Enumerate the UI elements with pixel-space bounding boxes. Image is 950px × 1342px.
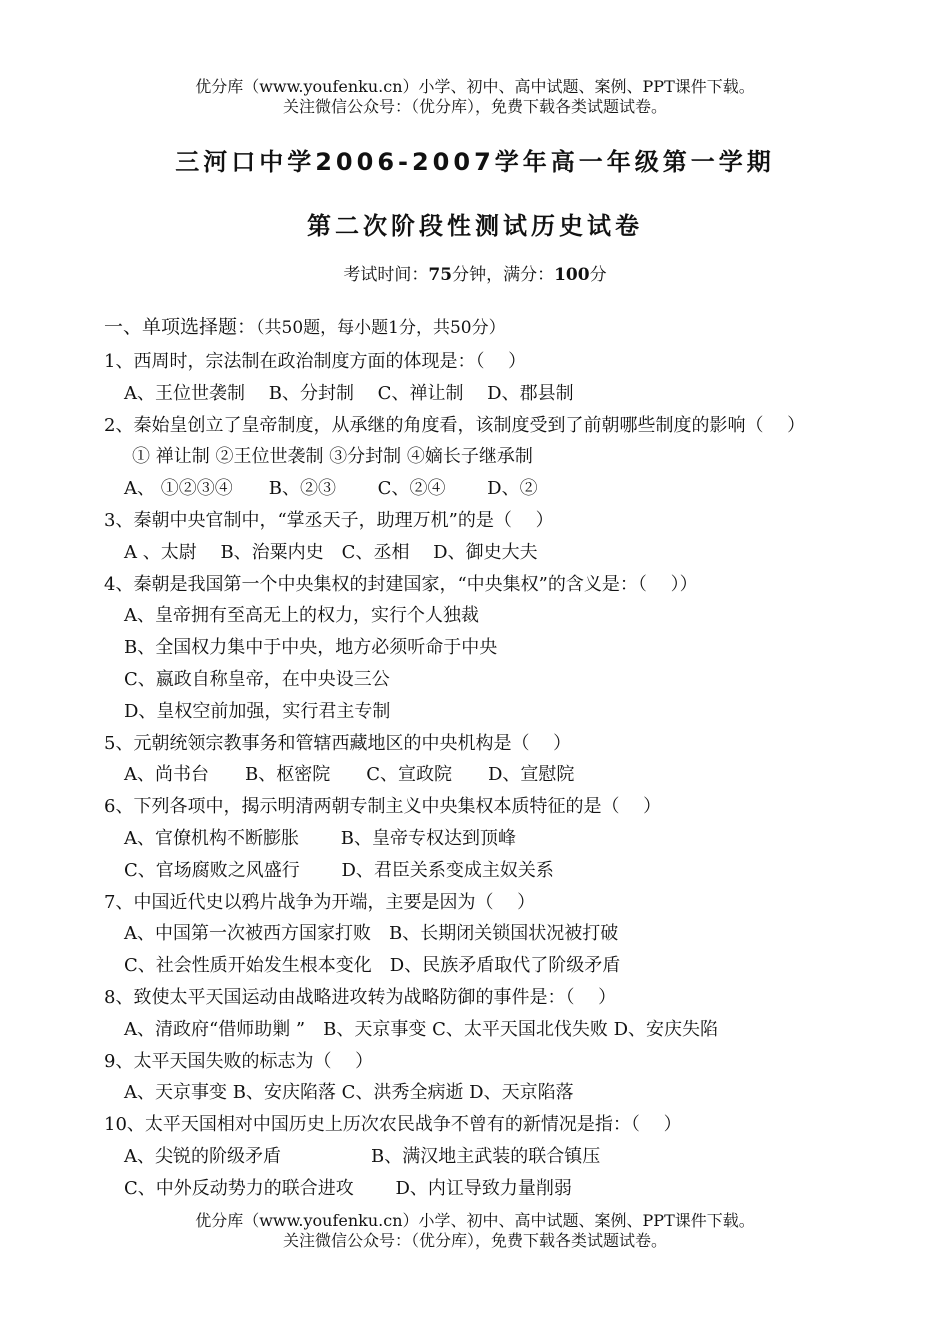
answer-options: A、王位世袭制 B、分封制 C、禅让制 D、郡县制 — [124, 382, 574, 404]
answer-options: A、尚书台 B、枢密院 C、宣政院 D、宣慰院 — [124, 764, 575, 786]
exam-time-unit: 分钟，满分： — [452, 265, 555, 285]
answer-options: ① 禅让制 ②王位世袭制 ③分封制 ④嫡长子继承制 — [132, 446, 533, 468]
question-stem: 7、中国近代史以鸦片战争为开端，主要是因为（ ） — [104, 891, 536, 913]
answer-options: A、官僚机构不断膨胀 B、皇帝专权达到顶峰 — [124, 828, 516, 849]
answer-options: A、中国第一次被西方国家打败 B、长期闭关锁国状况被打破 — [124, 923, 619, 945]
page-footer-line-1: 优分库（www.youfenku.cn）小学、初中、高中试题、案例、PPT课件下载。 — [195, 1211, 755, 1230]
question-stem: 5、元朝统领宗教事务和管辖西藏地区的中央机构是（ ） — [104, 732, 572, 754]
exam-title-line-2: 第二次阶段性测试历史试卷 — [307, 212, 643, 240]
answer-options: A、 ①②③④ B、②③ C、②④ D、② — [124, 478, 538, 500]
answer-options: C、社会性质开始发生根本变化 D、民族矛盾取代了阶级矛盾 — [124, 955, 621, 977]
page-header-line-2: 关注微信公众号：（优分库），免费下载各类试题试卷。 — [282, 97, 667, 116]
answer-options: A 、太尉 B、治粟内史 C、丞相 D、御史大夫 — [124, 541, 538, 563]
exam-title-line-1: 三河口中学2006-2007学年高一年级第一学期 — [175, 148, 775, 176]
answer-options: D、皇权空前加强，实行君主专制 — [124, 700, 391, 722]
exam-time-value: 75 — [428, 265, 453, 285]
question-stem: 4、秦朝是我国第一个中央集权的封建国家，“中央集权”的含义是：（ ）） — [104, 573, 698, 595]
answer-options: C、官场腐败之风盛行 D、君臣关系变成主奴关系 — [124, 859, 554, 881]
answer-options: A、皇帝拥有至高无上的权力，实行个人独裁 — [124, 605, 479, 627]
question-stem: 2、秦始皇创立了皇帝制度，从承继的角度看，该制度受到了前朝哪些制度的影响（ ） — [104, 414, 806, 436]
exam-score-unit: 分 — [589, 265, 607, 285]
question-stem: 6、下列各项中，揭示明清两朝专制主义中央集权本质特征的是（ ） — [104, 796, 662, 818]
answer-options: A、尖锐的阶级矛盾 B、满汉地主武装的联合镇压 — [124, 1146, 601, 1167]
page-header-line-1: 优分库（www.youfenku.cn）小学、初中、高中试题、案例、PPT课件下载。 — [195, 77, 755, 96]
section-heading-note: （共50题，每小题1分，共50分） — [256, 318, 506, 338]
page-footer-line-2: 关注微信公众号：（优分库），免费下载各类试题试卷。 — [282, 1231, 667, 1250]
answer-options: C、中外反动势力的联合进攻 D、内讧导致力量削弱 — [124, 1177, 572, 1199]
exam-score-value: 100 — [554, 265, 590, 285]
section-heading — [104, 315, 506, 340]
answer-options: A、天京事变 B、安庆陷落 C、洪秀全病逝 D、天京陷落 — [124, 1082, 574, 1104]
exam-info — [0, 260, 950, 285]
question-stem: 9、太平天国失败的标志为（ ） — [104, 1050, 374, 1072]
question-stem: 3、秦朝中央官制中，“掌丞天子，助理万机”的是（ ） — [104, 510, 554, 531]
question-stem: 8、致使太平天国运动由战略进攻转为战略防御的事件是：（ ） — [104, 987, 617, 1008]
exam-time-label: 考试时间： — [343, 265, 429, 285]
question-stem: 10、太平天国相对中国历史上历次农民战争不曾有的新情况是指：（ ） — [104, 1114, 682, 1136]
answer-options: C、嬴政自称皇帝，在中央设三公 — [124, 669, 390, 690]
answer-options: A、清政府“借师助剿 ” B、天京事变 C、太平天国北伐失败 D、安庆失陷 — [124, 1018, 718, 1040]
section-heading-title: 一、单项选择题： — [104, 316, 257, 338]
answer-options: B、全国权力集中于中央，地方必须听命于中央 — [124, 637, 498, 659]
question-stem: 1、西周时，宗法制在政治制度方面的体现是：（ ） — [104, 351, 527, 372]
